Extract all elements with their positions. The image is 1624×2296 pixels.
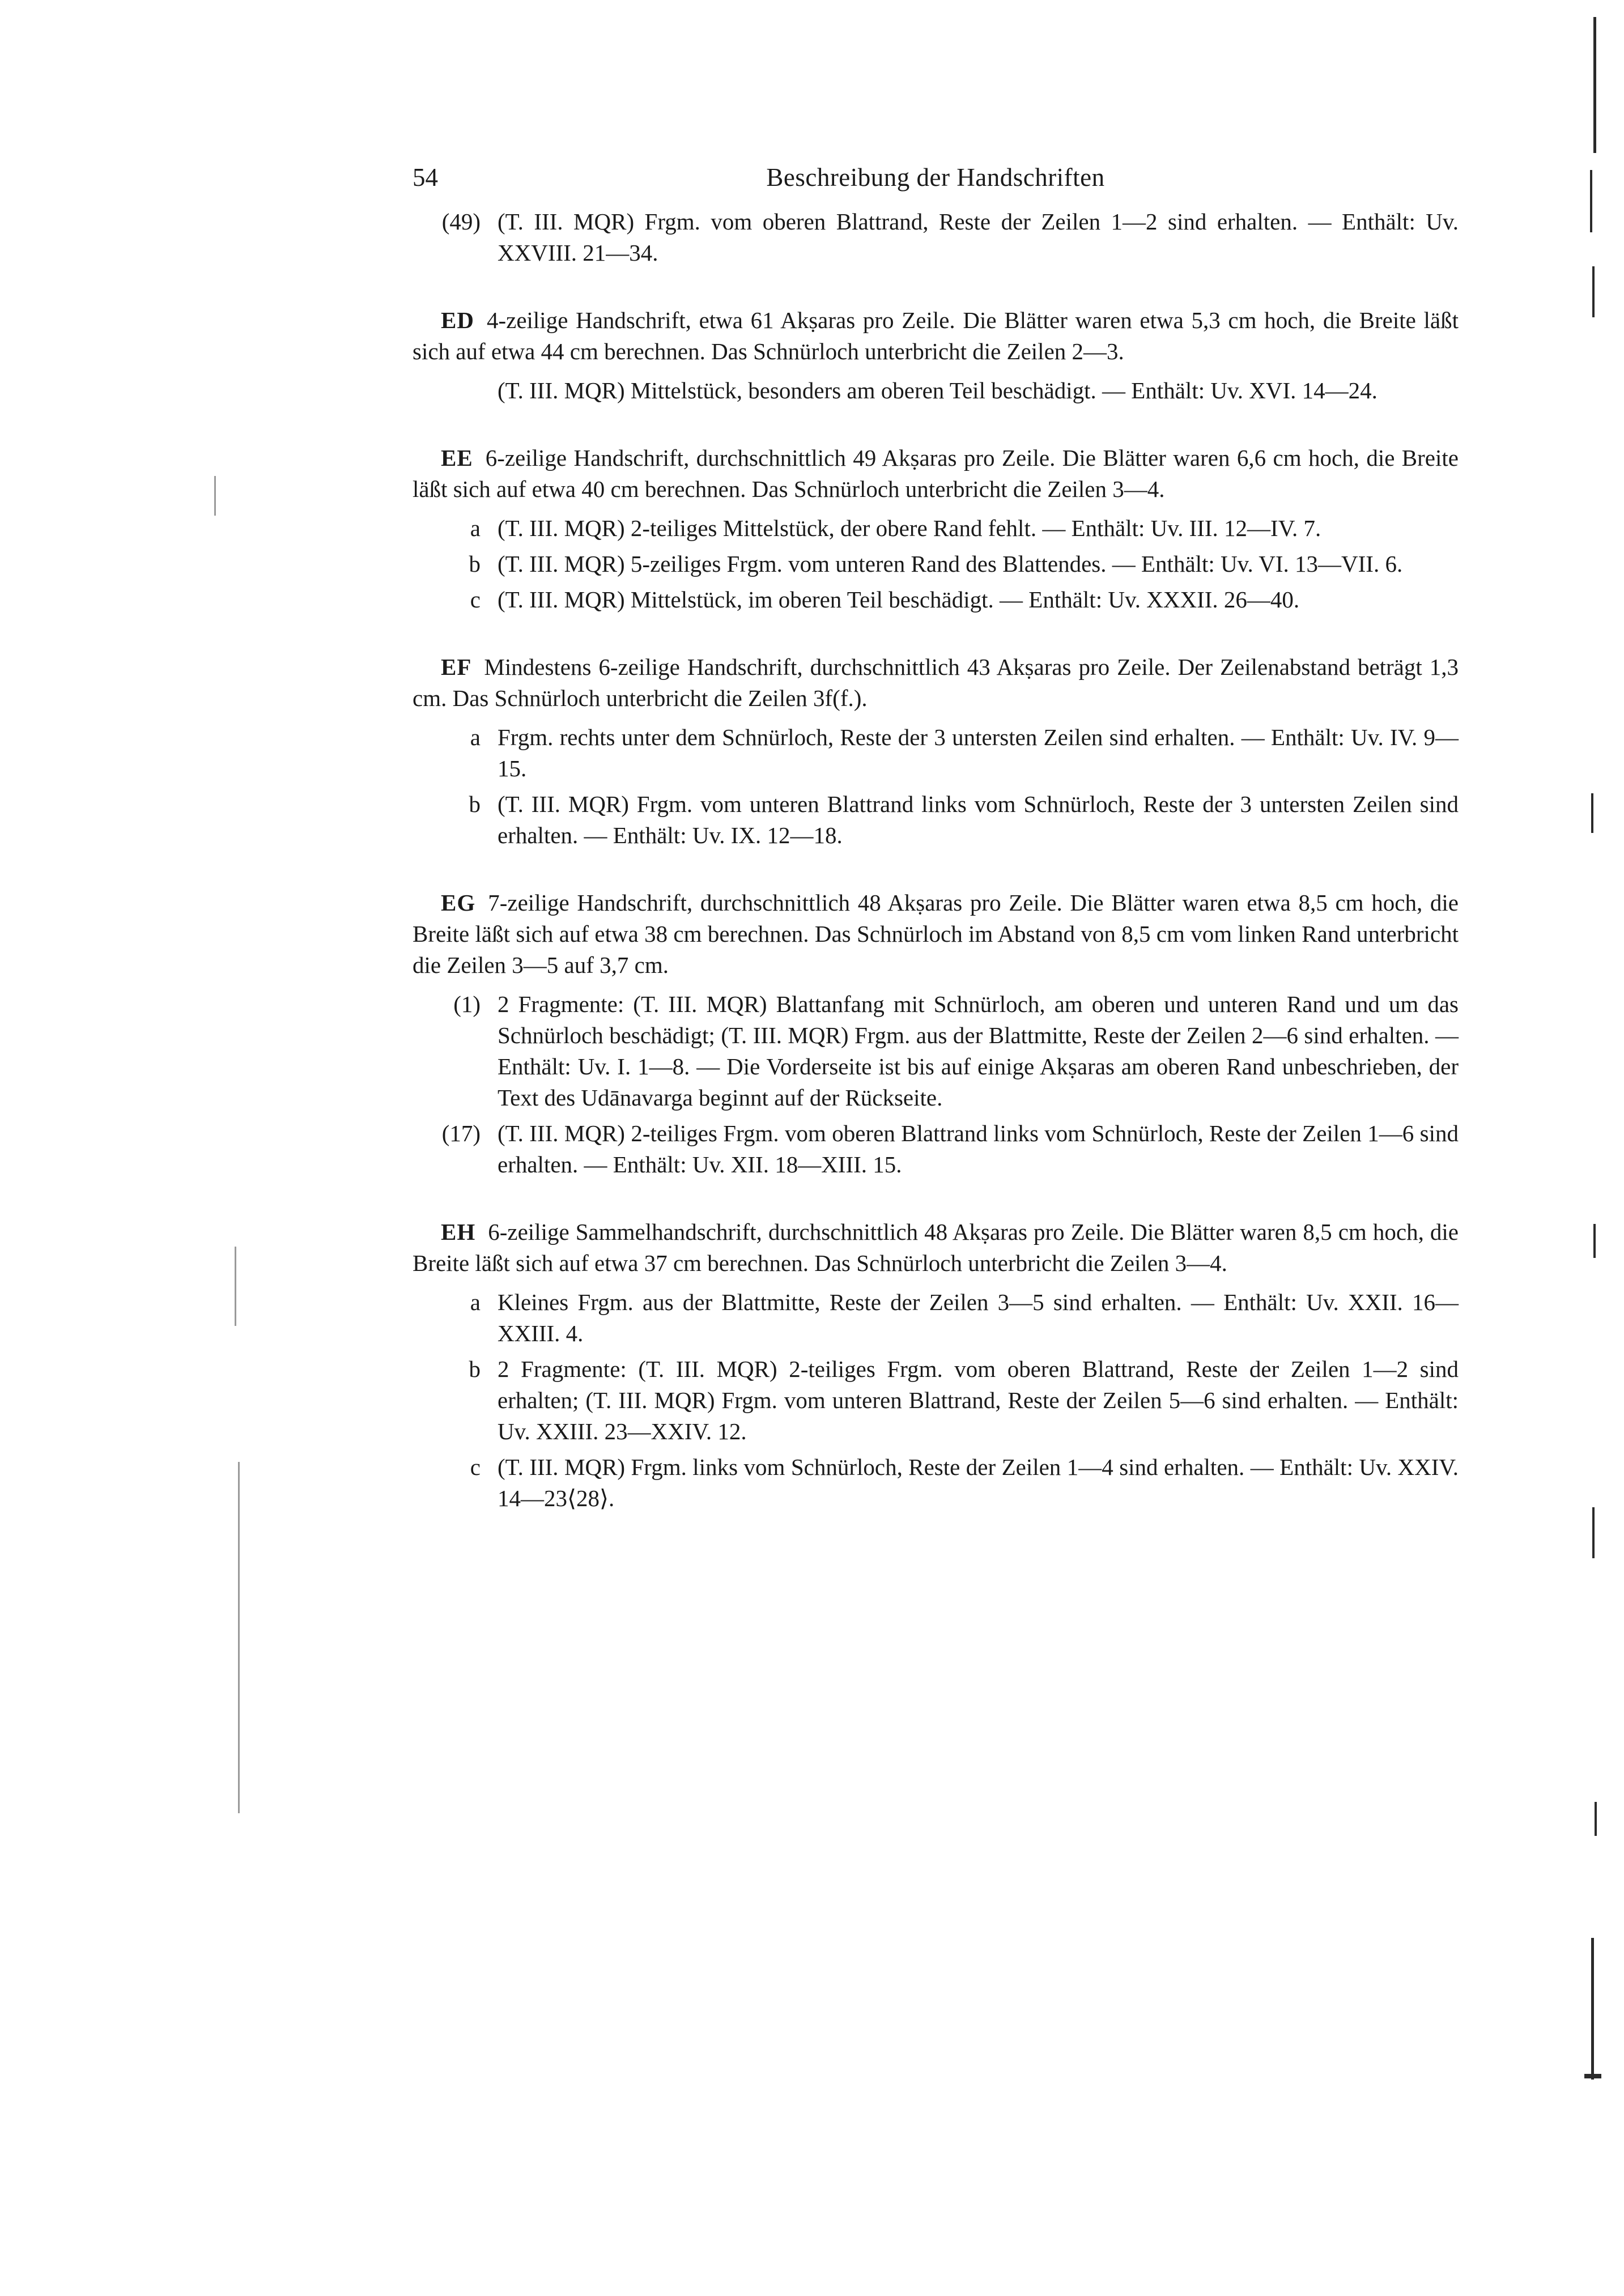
entry-text: Kleines Frgm. aus der Blattmitte, Reste der Zeilen 3—5 sind erhalten. — Enthält: Uv. XXII. 16—XXIII. 4. <box>498 1289 1459 1346</box>
entry-text: (T. III. MQR) 5-zeiliges Frgm. vom unteren Rand des Blattendes. — Enthält: Uv. VI. 13—VII. 6. <box>498 551 1403 577</box>
scan-margin-mark <box>238 1462 240 1813</box>
entry-text: (T. III. MQR) 2-teiliges Mittelstück, der obere Rand fehlt. — Enthält: Uv. III. 12—IV. 7. <box>498 515 1321 541</box>
fragment-entry <box>413 549 1459 580</box>
entry-mark: b <box>469 1356 481 1382</box>
entry-mark: (1) <box>453 991 481 1017</box>
scan-edge-mark <box>1591 793 1593 833</box>
fragment-entry <box>413 989 1459 1113</box>
manuscript-siglum: EH <box>441 1219 476 1245</box>
manuscript-EF-description <box>413 652 1459 714</box>
scan-margin-mark <box>214 476 216 516</box>
scan-edge-mark <box>1590 170 1592 232</box>
manuscript-ED-description <box>413 305 1459 367</box>
scan-margin-mark <box>235 1247 236 1326</box>
entry-text: (T. III. MQR) Frgm. links vom Schnürloch, Reste der Zeilen 1—4 sind erhalten. — Enthält: Uv. XXIV. 14—23⟨28⟩. <box>498 1454 1459 1511</box>
manuscript-description: Mindestens 6-zeilige Handschrift, durchschnittlich 43 Akṣaras pro Zeile. Der Zeilenabstand beträgt 1,3 cm. Das Schnürloch unterbricht die Zeilen 3f(f.). <box>413 654 1459 711</box>
entry-text: Frgm. rechts unter dem Schnürloch, Reste der 3 untersten Zeilen sind erhalten. — Enthält: Uv. IV. 9—15. <box>498 724 1459 781</box>
fragment-entry <box>413 789 1459 851</box>
entry-text: (T. III. MQR) Frgm. vom oberen Blattrand, Reste der Zeilen 1—2 sind erhalten. — Enthält: Uv. XXVIII. 21—34. <box>498 209 1459 266</box>
manuscript-EH-description <box>413 1217 1459 1279</box>
fragment-entry <box>413 1452 1459 1514</box>
scan-edge-mark <box>1584 2074 1601 2078</box>
entry-mark: a <box>470 515 481 541</box>
running-head <box>413 158 1459 197</box>
entry-text: (T. III. MQR) Frgm. vom unteren Blattrand links vom Schnürloch, Reste der 3 untersten Zeilen sind erhalten. — Enthält: Uv. IX. 12—18. <box>498 791 1459 848</box>
manuscript-siglum: EE <box>441 445 473 471</box>
scan-edge-mark <box>1592 1507 1595 1558</box>
fragment-entry <box>413 375 1459 406</box>
entry-mark: a <box>470 724 481 750</box>
document-page <box>413 158 1459 1514</box>
manuscript-description: 7-zeilige Handschrift, durchschnittlich 48 Akṣaras pro Zeile. Die Blätter waren etwa 8,5 cm hoch, die Breite läßt sich auf etwa 38 cm berechnen. Das Schnürloch im Abstand von 8,5 cm vom linken Rand unterbricht die Zeilen 3—5 auf 3,7 cm. <box>413 890 1459 978</box>
entry-mark: b <box>469 551 481 577</box>
fragment-entry <box>413 722 1459 784</box>
manuscript-EE-description <box>413 443 1459 505</box>
fragment-entry <box>413 584 1459 615</box>
entry-text: 2 Fragmente: (T. III. MQR) Blattanfang mit Schnürloch, am oberen und unteren Rand und um das Schnürloch beschädigt; (T. III. MQR) Frgm. aus der Blattmitte, Reste der Zeilen 2—6 sind erhalten. — Enthält: Uv. I. 1—8. — Die Vorderseite ist bis auf einige Akṣaras am oberen Rand unbeschrieben, der Text des Udānavarga beginnt auf der Rückseite. <box>498 991 1459 1111</box>
scan-edge-mark <box>1593 1224 1596 1258</box>
fragment-entry <box>413 206 1459 269</box>
manuscript-siglum: EF <box>441 654 472 680</box>
entry-mark: a <box>470 1289 481 1315</box>
fragment-entry <box>413 1287 1459 1349</box>
entry-text: (T. III. MQR) Mittelstück, im oberen Teil beschädigt. — Enthält: Uv. XXXII. 26—40. <box>498 586 1300 613</box>
document-body <box>413 206 1459 1514</box>
manuscript-siglum: EG <box>441 890 476 916</box>
fragment-entry <box>413 513 1459 544</box>
scan-edge-mark <box>1591 1938 1594 2080</box>
scan-edge-mark <box>1592 266 1595 317</box>
page-number: 54 <box>413 163 438 192</box>
entry-mark: (17) <box>441 1120 481 1146</box>
entry-mark: c <box>470 1454 481 1480</box>
entry-mark: b <box>469 791 481 817</box>
manuscript-description: 6-zeilige Handschrift, durchschnittlich 49 Akṣaras pro Zeile. Die Blätter waren 6,6 cm hoch, die Breite läßt sich auf etwa 40 cm berechnen. Das Schnürloch unterbricht die Zeilen 3—4. <box>413 445 1459 502</box>
entry-mark: (49) <box>441 209 481 235</box>
scan-edge-mark <box>1593 17 1596 153</box>
fragment-entry <box>413 1118 1459 1180</box>
entry-text: (T. III. MQR) 2-teiliges Frgm. vom oberen Blattrand links vom Schnürloch, Reste der Zeilen 1—6 sind erhalten. — Enthält: Uv. XII. 18—XIII. 15. <box>498 1120 1459 1177</box>
manuscript-description: 4-zeilige Handschrift, etwa 61 Akṣaras pro Zeile. Die Blätter waren etwa 5,3 cm hoch, die Breite läßt sich auf etwa 44 cm berechnen. Das Schnürloch unterbricht die Zeilen 2—3. <box>413 307 1459 364</box>
manuscript-siglum: ED <box>441 307 474 333</box>
entry-text: 2 Fragmente: (T. III. MQR) 2-teiliges Frgm. vom oberen Blattrand, Reste der Zeilen 1—2 sind erhalten; (T. III. MQR) Frgm. vom unteren Blattrand, Reste der Zeilen 5—6 sind erhalten. — Enthält: Uv. XXIII. 23—XXIV. 12. <box>498 1356 1459 1444</box>
entry-text: (T. III. MQR) Mittelstück, besonders am oberen Teil beschädigt. — Enthält: Uv. XVI. 14—24. <box>498 377 1378 403</box>
fragment-entry <box>413 1354 1459 1447</box>
scan-edge-mark <box>1595 1802 1597 1836</box>
manuscript-EG-description <box>413 887 1459 981</box>
entry-mark: c <box>470 586 481 613</box>
running-title: Beschreibung der Handschriften <box>766 163 1105 192</box>
manuscript-description: 6-zeilige Sammelhandschrift, durchschnittlich 48 Akṣaras pro Zeile. Die Blätter waren 8,5 cm hoch, die Breite läßt sich auf etwa 37 cm berechnen. Das Schnürloch unterbricht die Zeilen 3—4. <box>413 1219 1459 1276</box>
